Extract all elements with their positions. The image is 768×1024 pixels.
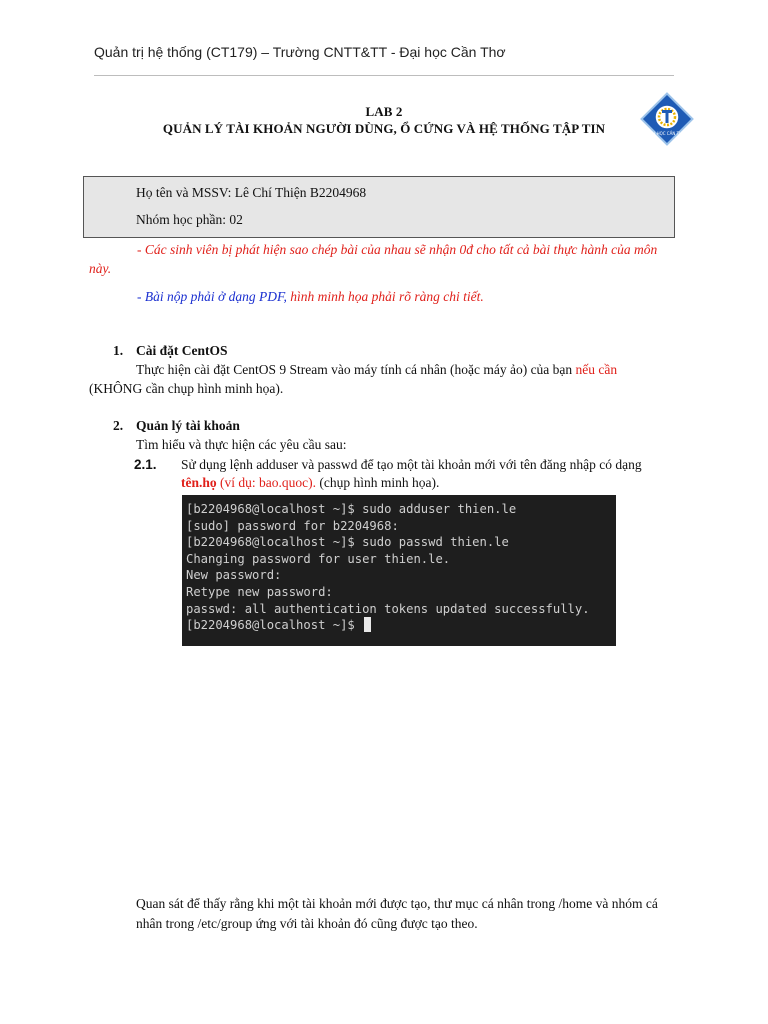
section-2-title: Quản lý tài khoản bbox=[136, 418, 240, 433]
section-1-number: 1. bbox=[113, 343, 124, 358]
task-2-1-number: 2.1. bbox=[134, 457, 157, 472]
lab-number: LAB 2 bbox=[365, 104, 403, 119]
terminal-line: Changing password for user thien.le. bbox=[186, 551, 451, 566]
terminal-line: [sudo] password for b2204968: bbox=[186, 518, 399, 533]
submission-image-note: hình minh họa phải rõ ràng chi tiết. bbox=[286, 289, 484, 304]
section-1-line-1 bbox=[136, 362, 617, 378]
task-example: (ví dụ: bao.quoc). bbox=[216, 475, 316, 490]
section-1-line-2: (KHÔNG cần chụp hình minh họa). bbox=[89, 381, 284, 396]
group-line: Nhóm học phần: 02 bbox=[136, 212, 243, 227]
terminal-prompt: [b2204968@localhost ~]$ bbox=[186, 618, 363, 633]
section-1-highlight: nếu cần bbox=[575, 362, 618, 377]
task-username-format: tên.họ bbox=[181, 475, 217, 490]
submission-note bbox=[137, 289, 484, 305]
section-2-intro: Tìm hiểu và thực hiện các yêu cầu sau: bbox=[136, 437, 347, 452]
observation-line-2: nhân trong /etc/group ứng với tài khoản đó cũng được tạo theo. bbox=[136, 916, 478, 931]
student-info-box bbox=[83, 176, 675, 238]
task-2-1-line-2 bbox=[181, 475, 439, 491]
student-name-line: Họ tên và MSSV: Lê Chí Thiện B2204968 bbox=[136, 185, 367, 200]
section-2-number: 2. bbox=[113, 418, 124, 433]
observation-line-1: Quan sát để thấy rằng khi một tài khoản mới được tạo, thư mục cá nhân trong /home và nhóm cá bbox=[136, 896, 658, 911]
terminal-line: [b2204968@localhost ~]$ sudo adduser thien.le bbox=[186, 502, 517, 516]
seal-text: ĐẠI HỌC CẦN THƠ bbox=[648, 131, 686, 136]
header-divider bbox=[94, 75, 674, 76]
copy-warning-line-1: - Các sinh viên bị phát hiện sao chép bài của nhau sẽ nhận 0đ cho tất cả bài thực hành của môn bbox=[137, 242, 658, 257]
lab-subtitle: QUẢN LÝ TÀI KHOẢN NGƯỜI DÙNG, Ổ CỨNG VÀ HỆ THỐNG TẬP TIN bbox=[162, 121, 606, 136]
terminal-prompt-line bbox=[186, 617, 616, 634]
university-seal-icon bbox=[636, 88, 698, 150]
terminal-screenshot bbox=[182, 495, 616, 646]
section-1-text: Thực hiện cài đặt CentOS 9 Stream vào máy tính cá nhân (hoặc máy ảo) của bạn bbox=[136, 362, 576, 377]
terminal-line: New password: bbox=[186, 568, 282, 583]
task-2-1-line-1: Sử dụng lệnh adduser và passwd để tạo một tài khoản mới với tên đăng nhập có dạng bbox=[181, 457, 642, 472]
terminal-line: [b2204968@localhost ~]$ sudo passwd thien.le bbox=[186, 535, 509, 550]
task-tail: (chụp hình minh họa). bbox=[316, 475, 440, 490]
terminal-cursor-icon bbox=[364, 617, 371, 632]
section-1-title: Cài đặt CentOS bbox=[136, 343, 228, 358]
page-header: Quản trị hệ thống (CT179) – Trường CNTT&TT - Đại học Cần Thơ bbox=[94, 44, 506, 60]
terminal-line: Retype new password: bbox=[186, 584, 333, 599]
submission-format-note: - Bài nộp phải ở dạng PDF, bbox=[137, 289, 287, 304]
terminal-line: passwd: all authentication tokens updated successfully. bbox=[186, 601, 590, 616]
copy-warning-line-2: này. bbox=[89, 261, 112, 276]
